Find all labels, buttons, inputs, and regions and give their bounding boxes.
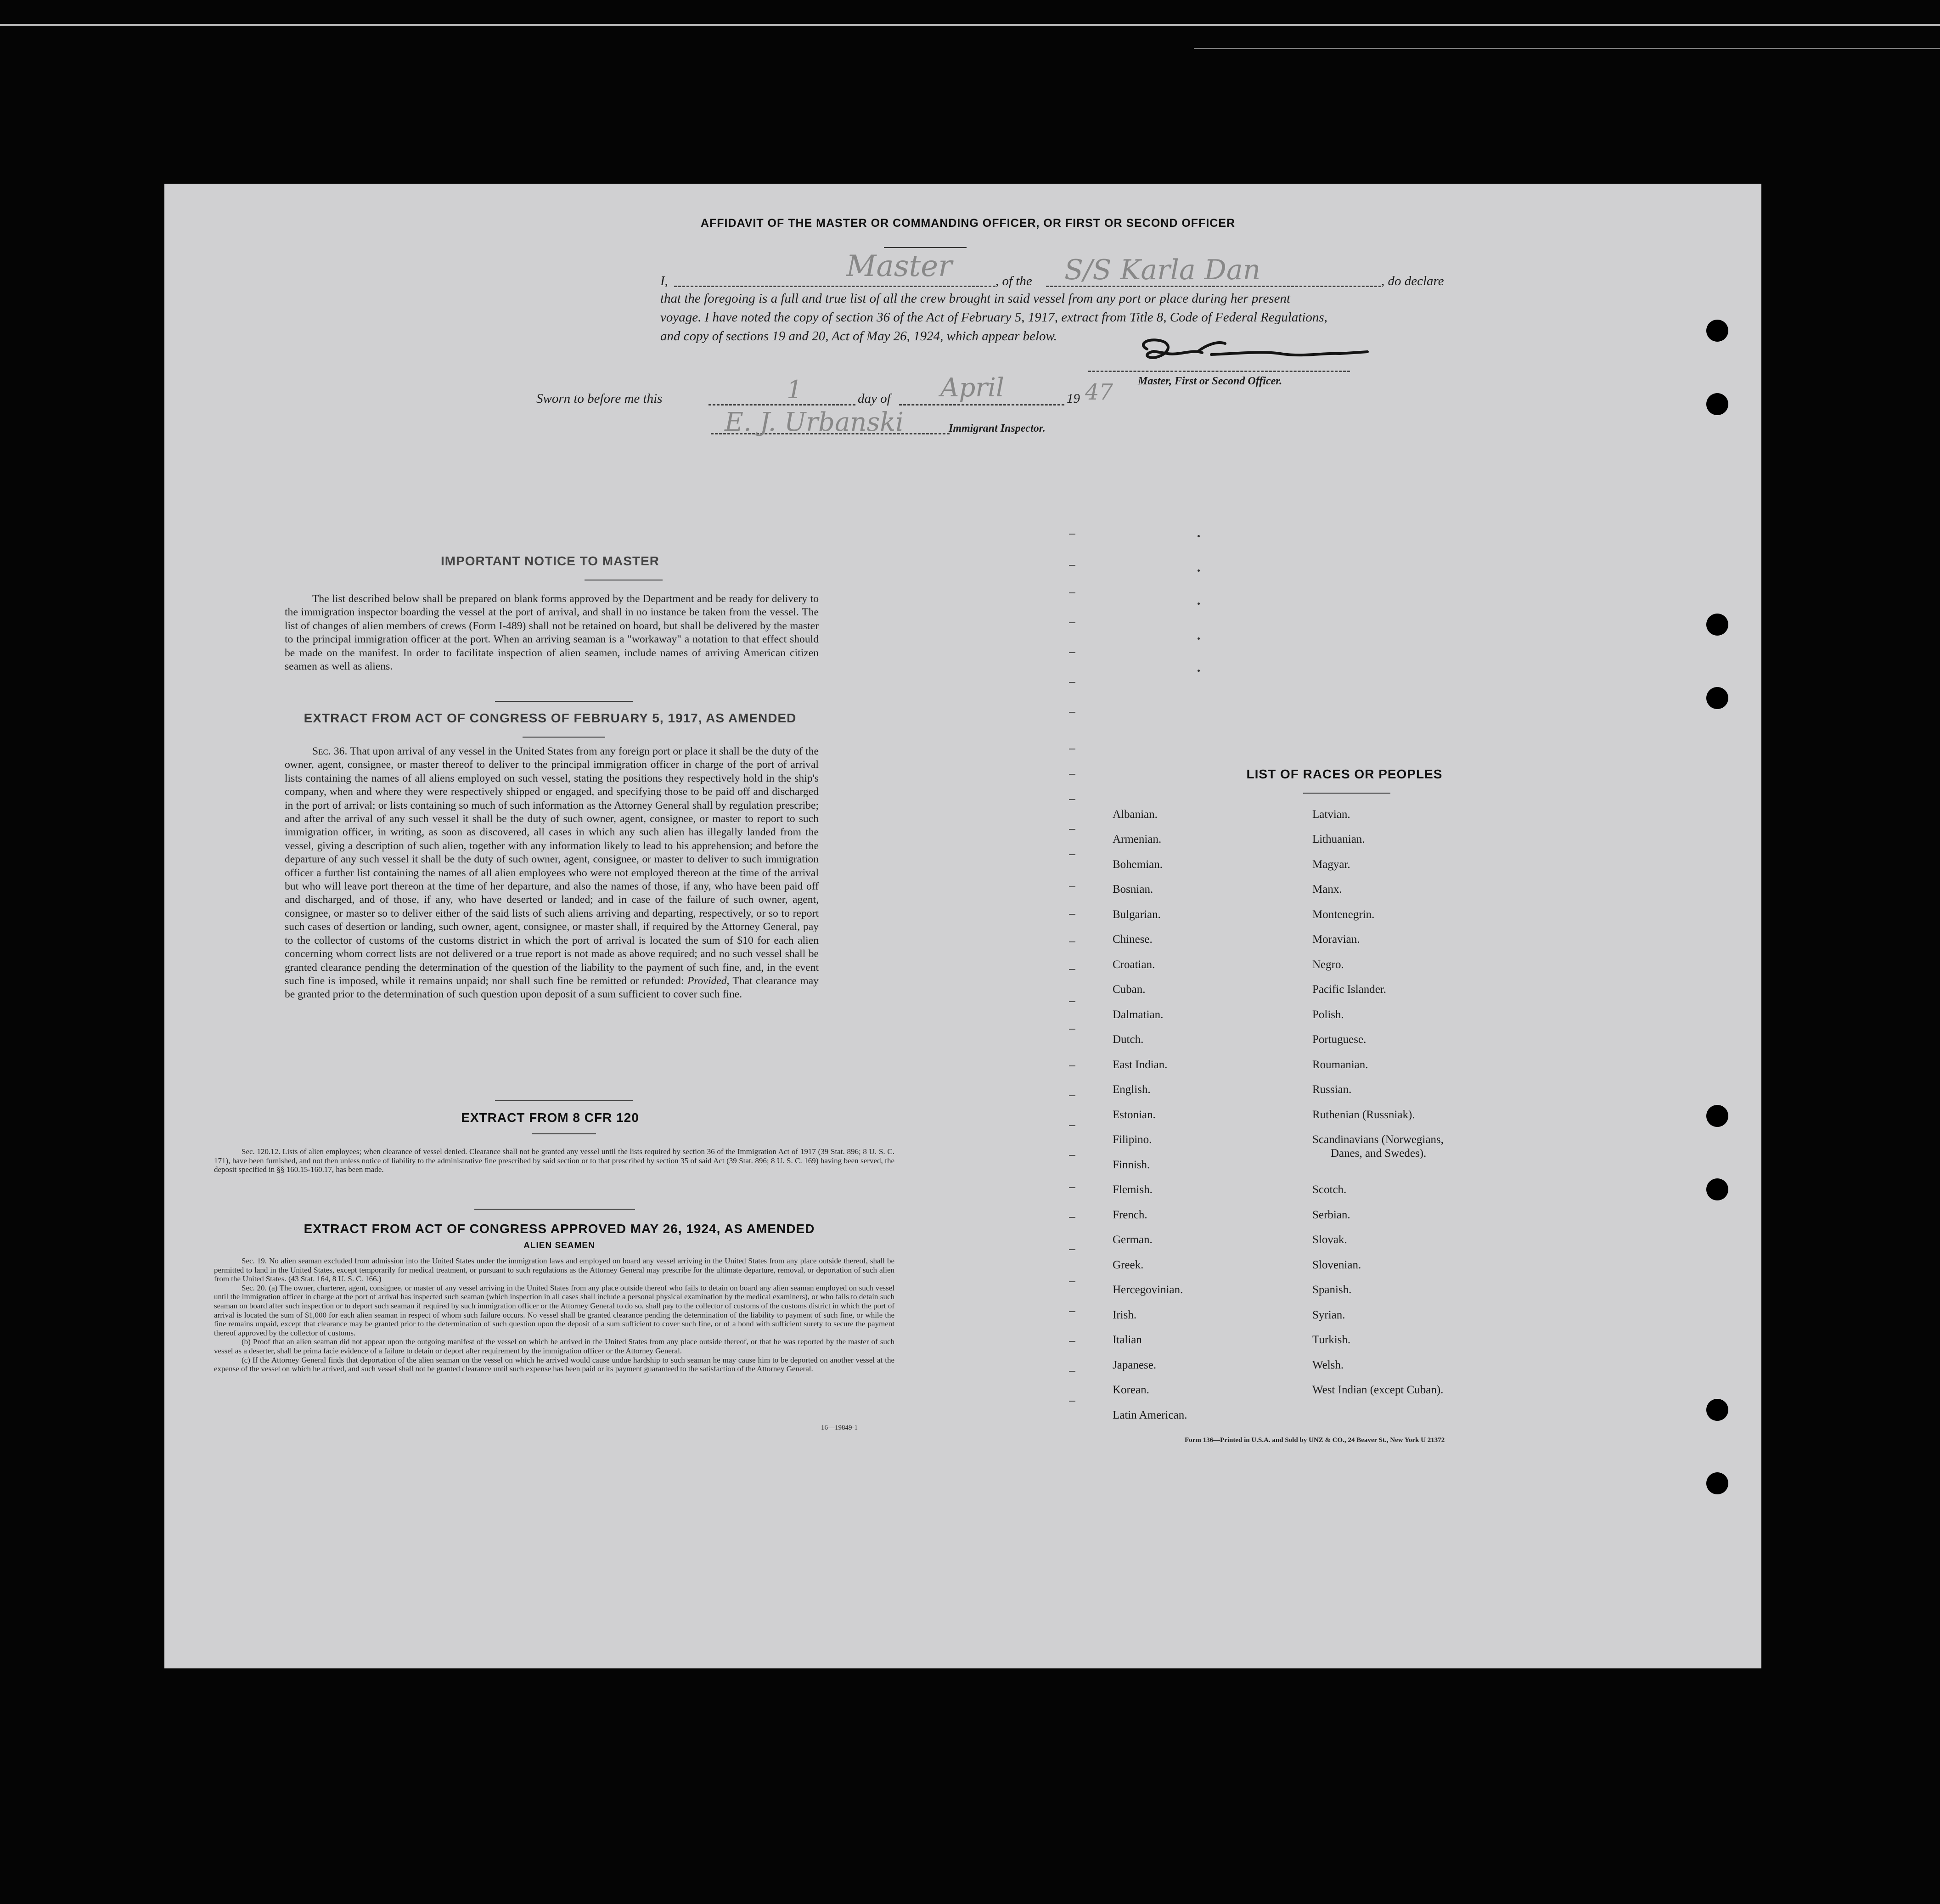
race-moravian: Moravian.: [1312, 933, 1360, 946]
race-serbian: Serbian.: [1312, 1209, 1350, 1221]
race-slovenian: Slovenian.: [1312, 1259, 1361, 1271]
notice-title: IMPORTANT NOTICE TO MASTER: [440, 554, 660, 568]
race-spanish: Spanish.: [1312, 1284, 1352, 1296]
statement-line-1: that the foregoing is a full and true list of all the crew brought in said vessel from any port or place during her present: [660, 291, 1291, 306]
race-syrian: Syrian.: [1312, 1309, 1345, 1321]
extract-cfr-end-rule: [474, 1209, 635, 1210]
sec-20b-text: (b) Proof that an alien seaman did not appear upon the outgoing manifest of the vessel on which he arrived in the United States from any place outside thereof, or that he was reported by the master of such vessel as a deserter, shall be prima facie evidence of a failure to detain or deport after requirement by the immigration officer or the Attorney General.: [214, 1337, 894, 1355]
race-slovak: Slovak.: [1312, 1234, 1347, 1246]
signature-label: Master, First or Second Officer.: [1138, 375, 1282, 387]
race-pacific-islander: Pacific Islander.: [1312, 983, 1387, 996]
margin-tick: [1069, 829, 1075, 830]
stray-dot: [1198, 603, 1200, 605]
margin-tick: [1069, 799, 1075, 800]
race-turkish: Turkish.: [1312, 1334, 1351, 1346]
race-lithuanian: Lithuanian.: [1312, 833, 1365, 845]
race-greek: Greek.: [1113, 1259, 1144, 1271]
handwritten-year: 47: [1085, 379, 1113, 405]
day-blank: [709, 403, 855, 406]
extract-1917-end-rule: [495, 1100, 633, 1101]
margin-tick: [1069, 854, 1075, 855]
race-scandinavians-cont: Danes, and Swedes).: [1331, 1147, 1427, 1160]
title-rule: [884, 247, 967, 248]
margin-tick: [1069, 1249, 1075, 1250]
race-english: English.: [1113, 1083, 1151, 1096]
race-welsh: Welsh.: [1312, 1359, 1344, 1371]
statement-line-3: and copy of sections 19 and 20, Act of May 26, 1924, which appear below.: [660, 329, 1057, 344]
race-manx: Manx.: [1312, 883, 1342, 896]
master-signature: [1129, 335, 1386, 372]
declaration-statement: [660, 289, 1542, 346]
race-bosnian: Bosnian.: [1113, 883, 1153, 896]
print-code: 16—19849-1: [821, 1424, 858, 1431]
handwritten-master: Master: [846, 249, 952, 283]
margin-tick: [1069, 1029, 1075, 1030]
binder-hole: [1706, 1472, 1728, 1494]
race-irish: Irish.: [1113, 1309, 1137, 1321]
race-italian: Italian: [1113, 1334, 1142, 1346]
race-west-indian: West Indian (except Cuban).: [1312, 1384, 1444, 1396]
sec-36-label: Sec. 36.: [312, 745, 348, 757]
margin-tick: [1069, 652, 1075, 653]
race-scandinavians: Scandinavians (Norwegians,: [1312, 1133, 1444, 1146]
races-title: LIST OF RACES OR PEOPLES: [1246, 767, 1443, 781]
race-german: German.: [1113, 1234, 1153, 1246]
month-blank: [899, 403, 1064, 406]
name-blank: [674, 285, 995, 287]
race-bohemian: Bohemian.: [1113, 858, 1163, 871]
binder-hole: [1706, 1178, 1728, 1200]
margin-tick: [1069, 1095, 1075, 1096]
race-latin-american: Latin American.: [1113, 1409, 1187, 1421]
margin-tick: [1069, 534, 1075, 535]
form-footer: Form 136—Printed in U.S.A. and Sold by UNZ & CO., 24 Beaver St., New York U 21372: [1185, 1436, 1445, 1444]
notice-end-rule: [495, 701, 633, 702]
margin-tick: [1069, 774, 1075, 775]
extract-1917-title: EXTRACT FROM ACT OF CONGRESS OF FEBRUARY 5, 1917, AS AMENDED: [304, 711, 797, 725]
race-cuban: Cuban.: [1113, 983, 1146, 996]
sec-20c-text: (c) If the Attorney General finds that deportation of the alien seaman on the vessel on which he arrived would cause undue hardship to such seaman he may cause him to be deported on another vessel at the expense of the vessel on which he arrived, and such vessel shall not be granted clearance until such expense has been paid or its payment guaranteed to the satisfaction of the Attorney General.: [214, 1355, 894, 1374]
race-dutch: Dutch.: [1113, 1033, 1144, 1046]
race-hercegovinian: Hercegovinian.: [1113, 1284, 1183, 1296]
race-roumanian: Roumanian.: [1312, 1059, 1368, 1071]
race-negro: Negro.: [1312, 958, 1344, 971]
race-east-indian: East Indian.: [1113, 1059, 1168, 1071]
race-armenian: Armenian.: [1113, 833, 1162, 845]
race-estonian: Estonian.: [1113, 1109, 1156, 1121]
extract-cfr-title: EXTRACT FROM 8 CFR 120: [461, 1110, 639, 1125]
race-japanese: Japanese.: [1113, 1359, 1157, 1371]
race-filipino: Filipino.: [1113, 1133, 1152, 1146]
races-rule: [1303, 793, 1390, 794]
notice-body: The list described below shall be prepared on blank forms approved by the Department and be ready for delivery to the immigration inspector boarding the vessel at the port of arrival, and shall in no instance be taken from the vessel. The list of changes of alien members of crews (Form I-489) shall not be retained on board, but shall be delivered by the master to the principal immigration officer at the port. When an arriving seaman is a "workaway" a notation to that effect should be made on the manifest. In order to facilitate inspection of alien seamen, include names of arriving American citizen seamen as well as aliens.: [285, 593, 819, 673]
extract-1924-body: [214, 1256, 894, 1374]
race-french: French.: [1113, 1209, 1147, 1221]
race-scotch: Scotch.: [1312, 1183, 1347, 1196]
race-flemish: Flemish.: [1113, 1183, 1153, 1196]
extract-cfr-rule: [532, 1133, 596, 1134]
margin-tick: [1069, 1371, 1075, 1372]
day-of-label: day of: [858, 391, 891, 406]
margin-tick: [1069, 1341, 1075, 1342]
margin-tick: [1069, 1281, 1075, 1282]
sec-20a-text: Sec. 20. (a) The owner, charterer, agent, consignee, or master of any vessel arriving in the United States from any place outside thereof who fails to detain on board any alien seaman employed on such vessel until the immigration officer in charge at the port of arrival has inspected such seaman (which inspection in all cases shall include a personal physical examination by the medical examiners), or who fails to detain such seaman on board after such inspection or to deport such seaman if required by such immigration officer or the Attorney General to do so, shall pay to the collector of customs of the customs district in which the port of arrival is located the sum of $1,000 for each alien seaman in respect of whom such failure occurs. No vessel shall be granted clearance pending the determination of the liability to payment of such fine, or while the fine remains unpaid, except that clearance may be granted prior to the determination of such question upon the deposit of a sum sufficient to cover such fine, or of a bond with sufficient surety to secure the payment thereof approved by the collector of customs.: [214, 1283, 894, 1337]
margin-tick: [1069, 592, 1075, 593]
race-montenegrin: Montenegrin.: [1312, 908, 1375, 921]
inspector-line: [711, 407, 1051, 439]
stray-dot: [1198, 637, 1200, 640]
affidavit-title: AFFIDAVIT OF THE MASTER OR COMMANDING OFFICER, OR FIRST OR SECOND OFFICER: [700, 217, 1236, 230]
extract-1917-rule: [523, 737, 605, 738]
sec-36-text: That upon arrival of any vessel in the United States from any foreign port or place it shall be the duty of the owner, agent, consignee, or master thereof to deliver to the principal immigration officer in charge of the port of arrival lists containing the names of all aliens employed on such vessel, stating the positions they respectively hold in the ship's company, when and where they were respectively shipped or engaged, and specifying those to be paid off and discharged in the port of arrival; or lists containing so much of such information as the Attorney General shall by regulation prescribe; and after the arrival of any such vessel it shall be the duty of such owner, agent, consignee, or master to report to such immigration officer, in writing, as soon as discovered, all cases in which any such alien has illegally landed from the vessel, giving a description of such alien, together with any information likely to lead to his apprehension; and before the departure of any such vessel it shall be the duty of such owner, agent, consignee, or master to deliver to such immigration officer a further list containing the names of all alien employees who were not employed thereon at the time of the arrival but who will leave port thereon at the time of her departure, and also the names of those, if any, who have been paid off and discharged, and of those, if any, who have deserted or landed; and in case of the failure of such owner, agent, consignee, or master so to deliver either of the said lists of such aliens arriving and departing, respectively, or so to report such cases of desertion or landing, such owner, agent, consignee, or master shall, if required by the Attorney General, pay to the collector of customs of the customs district in which the port of arrival is located the sum of $10 for each alien concerning whom correct lists are not delivered or a true report is not made as above required; and no such vessel shall be granted clearance pending the determination of the question of the liability to the payment of such fine, and, in the event such fine is imposed, while it remains unpaid; nor shall such fine be remitted or refunded:: [285, 745, 819, 987]
margin-tick: [1069, 565, 1075, 566]
stray-dot: [1198, 670, 1200, 672]
margin-tick: [1069, 1217, 1075, 1218]
margin-tick: [1069, 1065, 1075, 1066]
sec-19-text: Sec. 19. No alien seaman excluded from admission into the United States under the immigration laws and employed on board any vessel arriving in the United States from any place outside thereof, shall be permitted to land in the United States, except temporarily for medical treatment, or pursuant to such regulations as the Attorney General may prescribe for the ultimate departure, removal, or deportation of such alien from the United States. (43 Stat. 164, 8 U. S. C. 166.): [214, 1256, 894, 1284]
scan-top-edge-right: [1194, 48, 1940, 49]
margin-tick: [1069, 1125, 1075, 1126]
race-magyar: Magyar.: [1312, 858, 1350, 871]
binder-hole: [1706, 614, 1728, 636]
inspector-label: Immigrant Inspector.: [949, 422, 1046, 434]
document-page: [164, 184, 1761, 1668]
handwritten-vessel: S/S Karla Dan: [1064, 254, 1261, 286]
margin-tick: [1069, 969, 1075, 970]
binder-hole: [1706, 1105, 1728, 1127]
race-polish: Polish.: [1312, 1008, 1344, 1021]
scan-top-edge: [0, 24, 1940, 26]
proviso-text: That clearance may be granted prior to the determination of such question upon deposit of a sum sufficient to cover such fine.: [285, 975, 819, 1001]
margin-tick: [1069, 622, 1075, 623]
margin-tick: [1069, 941, 1075, 942]
extract-1924-subtitle: ALIEN SEAMEN: [523, 1241, 595, 1251]
declaration-prefix: I,: [660, 274, 668, 288]
stray-dot: [1198, 535, 1200, 537]
stray-dot: [1198, 569, 1200, 572]
statement-line-2: voyage. I have noted the copy of section 36 of the Act of February 5, 1917, extract from Title 8, Code of Federal Regulations,: [660, 310, 1327, 325]
race-chinese: Chinese.: [1113, 933, 1153, 946]
race-dalmatian: Dalmatian.: [1113, 1008, 1164, 1021]
margin-tick: [1069, 1401, 1075, 1402]
extract-1924-title: EXTRACT FROM ACT OF CONGRESS APPROVED MAY 26, 1924, AS AMENDED: [304, 1222, 815, 1236]
margin-tick: [1069, 1155, 1075, 1156]
extract-1917-body: [285, 745, 819, 1002]
handwritten-day: 1: [787, 375, 803, 404]
margin-tick: [1069, 1311, 1075, 1312]
margin-tick: [1069, 712, 1075, 713]
race-finnish: Finnish.: [1113, 1159, 1150, 1171]
year-prefix: 19: [1067, 391, 1080, 406]
binder-hole: [1706, 320, 1728, 342]
race-bulgarian: Bulgarian.: [1113, 908, 1161, 921]
margin-tick: [1069, 1187, 1075, 1188]
race-ruthenian: Ruthenian (Russniak).: [1312, 1109, 1415, 1121]
binder-hole: [1706, 393, 1728, 415]
of-the-label: , of the: [995, 274, 1032, 288]
handwritten-month: April: [940, 373, 1004, 403]
margin-tick: [1069, 1001, 1075, 1002]
margin-tick: [1069, 682, 1075, 683]
margin-tick: [1069, 914, 1075, 915]
margin-tick: [1069, 886, 1075, 887]
extract-cfr-body: Sec. 120.12. Lists of alien employees; when clearance of vessel denied. Clearance shall not be granted any vessel until the lists required by section 36 of the Immigration Act of 1917 (39 Stat. 896; 8 U. S. C. 171), have been furnished, and not then unless notice of liability to the administrative fine prescribed by said section or to that prescribed by section 35 of said Act (39 Stat. 896; 8 U. S. C. 169) having been served, the deposit specified in §§ 160.15-160.17, has been made.: [214, 1147, 894, 1174]
binder-hole: [1706, 1399, 1728, 1421]
sworn-prefix: Sworn to before me this: [536, 391, 663, 406]
binder-hole: [1706, 687, 1728, 709]
race-korean: Korean.: [1113, 1384, 1149, 1396]
race-latvian: Latvian.: [1312, 808, 1350, 821]
do-declare-label: , do declare: [1381, 274, 1444, 288]
race-albanian: Albanian.: [1113, 808, 1158, 821]
race-croatian: Croatian.: [1113, 958, 1155, 971]
provided-label: Provided,: [687, 975, 730, 987]
handwritten-inspector: E. J. Urbanski: [725, 407, 904, 437]
race-russian: Russian.: [1312, 1083, 1352, 1096]
race-portuguese: Portuguese.: [1312, 1033, 1366, 1046]
